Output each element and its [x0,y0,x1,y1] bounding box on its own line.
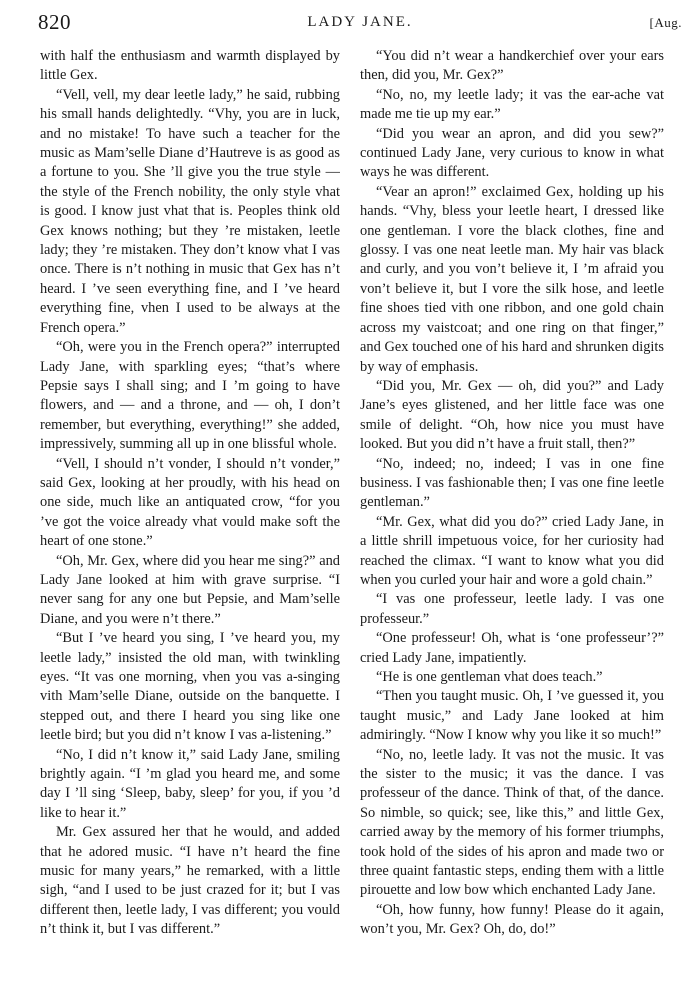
paragraph: “But I ’ve heard you sing, I ’ve heard you, my leetle lady,” insisted the old man, with twinkling eyes. “It vas one morning, vhen you vas a-singing vith Mam’selle Diane, outside on the banquette. I stepped out, and there I heard you sing like one leetle bird; but you did n’t know I vas a-listening.” [40,630,340,744]
paragraph: “Vell, vell, my dear leetle lady,” he said, rubbing his small hands delightedly. “Vhy, you are in luck, and no mistake! To have such a teacher for the music as Mam’selle Diane d’Hautreve is as good as a fortune to you. She ’ll give you the true style — the style of the French nobility, the only style vhat is good. I know just vhat that is. Peoples think old Gex knows nothing; but they ’re mistaken, leetle lady; they ’re mistaken. They don’t know vhat I vas once. There is n’t nothing in music that Gex has n’t heard. I ’ve seen everything fine, and I ’ve heard everything fine, vhen I used to be always at the French opera.” [40,86,340,336]
paragraph: “Oh, how funny, how funny! Please do it again, won’t you, Mr. Gex? Oh, do, do!” [360,901,664,938]
issue-month: [Aug. [649,15,682,30]
paragraph: “Then you taught music. Oh, I ’ve guessed it, you taught music,” and Lady Jane looked at him admiringly. “Now I know why you like it so much!” [360,688,664,744]
paragraph: “Did you, Mr. Gex — oh, did you?” and Lady Jane’s eyes glistened, and her little face was one smile of delight. “Oh, how nice you must have looked. But you did n’t have a fruit stall, then?” [360,377,664,453]
paragraph: “Did you wear an apron, and did you sew?” continued Lady Jane, very curious to know in what ways he was different. [360,125,664,181]
left-column [40,47,340,992]
running-title: LADY JANE. [307,14,413,30]
paragraph: “No, I did n’t know it,” said Lady Jane, smiling brightly again. “I ’m glad you heard me, and some day I ’ll sing ‘Sleep, baby, sleep’ for you, if you ’d like to hear it.” [40,746,340,821]
paragraph: “No, no, leetle lady. It vas not the music. It vas the sister to the music; it vas the dance. I vas professeur of the dance. Think of that, of the dance. So nimble, so quick; see, like this,” and little Gex, carried away by the memory of his former triumphs, took hold of the sides of his apron and made two or three quaint fantastic steps, ending them with a little pirouette and low bow which enchanted Lady Jane. [360,746,664,899]
paragraph: “He is one gentleman vhat does teach.” [376,669,603,685]
right-column [360,47,664,992]
paragraph: “Mr. Gex, what did you do?” cried Lady Jane, in a little shrill impetuous voice, for her curiosity had reached the climax. “I want to know what you did when you curled your hair and wore a gold chain.” [360,513,664,588]
paragraph: “You did n’t wear a handkerchief over your ears then, did you, Mr. Gex?” [360,48,664,84]
paragraph: “I vas one professeur, leetle lady. I vas one professeur.” [360,591,664,627]
page-number: 820 [38,10,71,34]
paragraph: “Oh, were you in the French opera?” interrupted Lady Jane, with sparkling eyes; “that’s where Pepsie says I shall sing; and I ’m going to have flowers, and — and a throne, and — oh, I don’t remember, but everything, everything!” she added, impressively, summing all up in one blissful whole. [40,339,340,453]
paragraph: Mr. Gex assured her that he would, and added that he adored music. “I have n’t heard the fine music for many years,” he remarked, with a little sigh, “and I used to be just crazed for it; but I vas different then, leetle lady, I vas different; you vould n’t think it, but I vas different.” [40,824,340,938]
page-header [38,10,682,36]
paragraph: “No, indeed; no, indeed; I vas in one fine business. I vas fashionable then; I vas one fine leetle gentleman.” [360,455,664,511]
paragraph: “Vell, I should n’t vonder, I should n’t vonder,” said Gex, looking at her proudly, with his head on one side, much like an antiquated crow, “for you ’ve got the voice already vhat vould make soft the heart of one stone.” [40,455,340,550]
paragraph: “Oh, Mr. Gex, where did you hear me sing?” and Lady Jane looked at him with grave surprise. “I never sang for any one but Pepsie, and Mam’selle Diane, and you were n’t there.” [40,552,340,627]
paragraph: “Vear an apron!” exclaimed Gex, holding up his hands. “Vhy, bless your leetle heart, I dressed like one gentleman. I vore the black clothes, fine and glossy. I vas one neat leetle man. My hair vas black and curly, and you von’t believe it, I ’m afraid you von’t believe it, but I vore the silk hose, and leetle fine shoes tied vith one ribbon, and one gold chain across my vaistcoat; and one ring on that finger,” and Gex touched one of his hard and shrunken digits by way of emphasis. [360,183,664,375]
paragraph: with half the enthusiasm and warmth displayed by little Gex. [40,48,340,84]
paragraph: “No, no, my leetle lady; it vas the ear-ache vat made me tie up my ear.” [360,86,664,123]
paragraph: “One professeur! Oh, what is ‘one professeur’?” cried Lady Jane, impatiently. [360,630,664,666]
